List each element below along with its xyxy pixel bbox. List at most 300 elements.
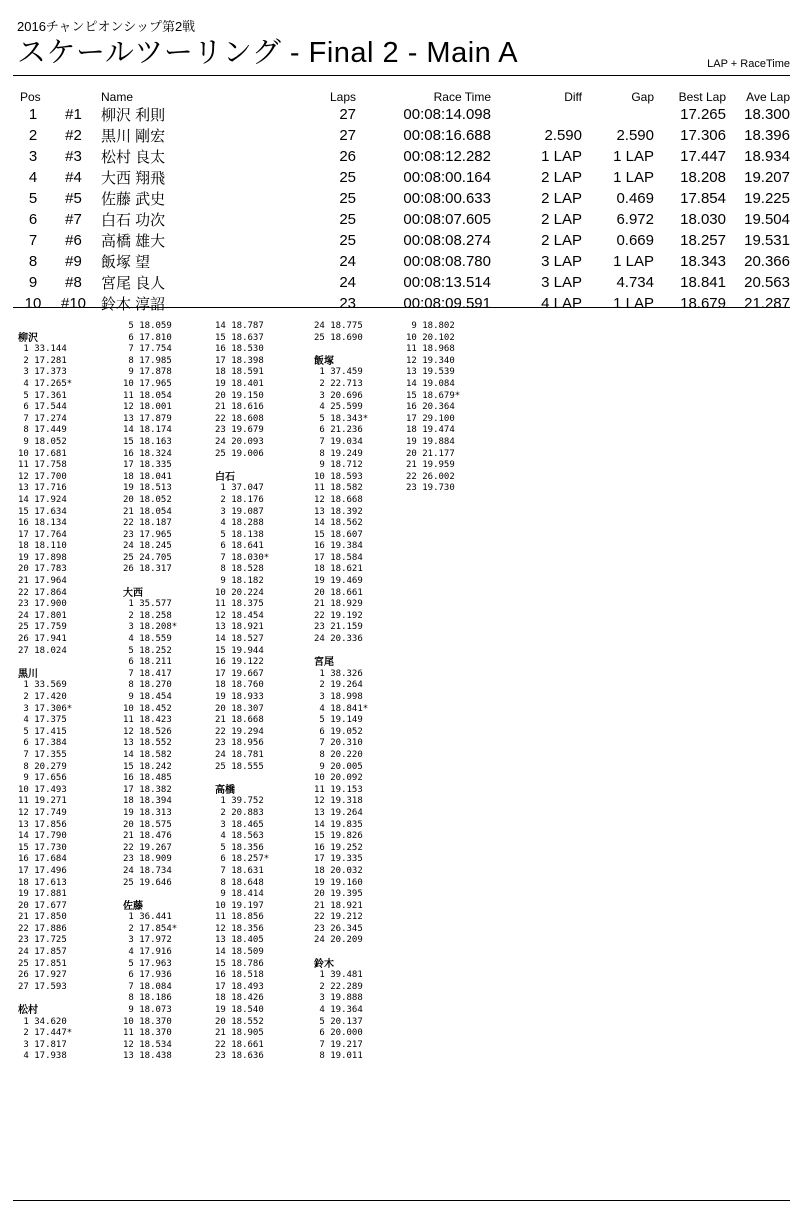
- results-header-row: [20, 90, 790, 104]
- cell-race-time: 00:08:12.282: [403, 148, 491, 165]
- lap-time: 4 17.916: [123, 947, 172, 958]
- lap-time: 13 18.921: [215, 622, 264, 633]
- lap-time: 2 17.854*: [123, 923, 178, 934]
- lap-time: 15 17.730: [18, 842, 67, 853]
- lap-time: 2 22.713: [314, 378, 363, 389]
- lap-time: 9 17.656: [18, 773, 67, 784]
- lap-time: 15 18.786: [215, 958, 264, 969]
- cell-name: 白石 功次: [101, 212, 166, 229]
- col-number: [46, 90, 101, 104]
- lap-time: 8 17.449: [18, 425, 67, 436]
- lap-time: 9 18.712: [314, 460, 363, 471]
- lap-time: 14 18.562: [314, 518, 363, 529]
- lap-time: 7 19.034: [314, 436, 363, 447]
- footer-divider: [13, 1200, 790, 1201]
- cell-number: #8: [65, 274, 82, 291]
- cell-ave-lap: 20.563: [744, 274, 790, 291]
- lap-time: 4 18.563: [215, 831, 264, 842]
- lap-time: 12 18.001: [123, 402, 172, 413]
- lap-time: 8 18.186: [123, 993, 172, 1004]
- lap-time: 17 18.335: [123, 460, 172, 471]
- lap-time: 13 18.392: [314, 506, 363, 517]
- col-name: Name: [101, 90, 134, 104]
- table-row: [20, 188, 790, 209]
- cell-name: 佐藤 武史: [101, 191, 166, 208]
- lap-time: 12 17.700: [18, 471, 67, 482]
- lap-time: 16 18.485: [123, 773, 172, 784]
- driver-heading: 大西: [123, 587, 143, 599]
- lap-column: [406, 321, 526, 495]
- cell-pos: 9: [28, 274, 38, 291]
- section-divider: [13, 307, 790, 308]
- lap-time: 21 18.929: [314, 599, 363, 610]
- lap-time: 23 19.730: [406, 483, 455, 494]
- lap-time: 22 19.294: [215, 726, 264, 737]
- lap-time: 8 18.648: [215, 877, 264, 888]
- lap-time: 11 19.271: [18, 796, 67, 807]
- lap-time: 20 18.661: [314, 587, 363, 598]
- lap-time: 3 18.208*: [123, 622, 178, 633]
- table-row: [20, 167, 790, 188]
- lap-time: 12 19.318: [314, 796, 363, 807]
- lap-time: 17 17.496: [18, 865, 67, 876]
- cell-diff: [491, 104, 582, 125]
- lap-time: 16 18.530: [215, 344, 264, 355]
- lap-time: 13 18.405: [215, 935, 264, 946]
- cell-number: #7: [65, 211, 82, 228]
- lap-time: 16 18.518: [215, 970, 264, 981]
- driver-heading: 白石: [215, 471, 235, 483]
- lap-time: 19 17.881: [18, 889, 67, 900]
- lap-time: 14 17.790: [18, 831, 67, 842]
- results-table: [20, 90, 790, 314]
- lap-time: 5 18.059: [123, 321, 172, 331]
- lap-time: 6 17.544: [18, 402, 67, 413]
- lap-time: 3 20.696: [314, 390, 363, 401]
- lap-time: 27 18.024: [18, 645, 67, 656]
- lap-time: 8 18.270: [123, 680, 172, 691]
- lap-time: 21 18.921: [314, 900, 363, 911]
- lap-time: 17 18.382: [123, 784, 172, 795]
- lap-time: 20 19.150: [215, 390, 264, 401]
- lap-time: 15 18.242: [123, 761, 172, 772]
- lap-time: 1 36.441: [123, 912, 172, 923]
- lap-time: 13 19.539: [406, 367, 455, 378]
- lap-time: 10 17.681: [18, 448, 67, 459]
- cell-gap: 1 LAP: [613, 253, 654, 270]
- lap-time: 14 18.582: [123, 749, 172, 760]
- lap-time: 15 18.637: [215, 332, 264, 343]
- lap-time: 7 18.631: [215, 865, 264, 876]
- lap-time: 6 18.641: [215, 541, 264, 552]
- event-name: 2016チャンピオンシップ第2戦: [17, 19, 196, 34]
- lap-time: 14 18.174: [123, 425, 172, 436]
- col-diff: Diff: [564, 90, 582, 104]
- lap-time: 8 18.528: [215, 564, 264, 575]
- table-row: [20, 146, 790, 167]
- driver-heading: 黒川: [18, 668, 38, 680]
- lap-time: 23 17.725: [18, 935, 67, 946]
- lap-time: 19 18.540: [215, 1005, 264, 1016]
- driver-heading: 宮尾: [314, 657, 334, 669]
- lap-time: 11 18.582: [314, 483, 363, 494]
- lap-time: 26 18.317: [123, 564, 172, 575]
- lap-time: 1 37.459: [314, 367, 363, 378]
- lap-time: 19 18.933: [215, 692, 264, 702]
- lap-time: 11 18.370: [123, 1028, 172, 1039]
- lap-time: 18 19.474: [406, 425, 455, 436]
- lap-time: 4 25.599: [314, 402, 363, 413]
- lap-time: 19 18.401: [215, 378, 264, 389]
- cell-number: #5: [65, 190, 82, 207]
- cell-best-lap: 17.447: [680, 148, 726, 165]
- lap-time: 3 17.373: [18, 367, 67, 378]
- lap-time: 20 18.307: [215, 703, 264, 714]
- lap-time: 18 18.426: [215, 993, 264, 1004]
- cell-gap: [582, 104, 654, 125]
- lap-time: 21 19.959: [406, 460, 455, 471]
- lap-time: 7 18.417: [123, 668, 172, 679]
- lap-time: 3 17.817: [18, 1039, 67, 1050]
- cell-race-time: 00:08:13.514: [403, 274, 491, 291]
- cell-pos: 7: [28, 232, 38, 249]
- cell-pos: 5: [28, 190, 38, 207]
- cell-laps: 27: [339, 106, 356, 123]
- cell-gap: 1 LAP: [613, 148, 654, 165]
- table-row: [20, 209, 790, 230]
- lap-time: 10 19.197: [215, 900, 264, 911]
- lap-time: 21 18.905: [215, 1028, 264, 1039]
- lap-time: 8 20.220: [314, 749, 363, 760]
- lap-time: 21 17.964: [18, 576, 67, 587]
- table-row: [20, 104, 790, 125]
- driver-heading: 鈴木: [314, 958, 334, 970]
- lap-time: 19 18.313: [123, 807, 172, 818]
- lap-time: 22 26.002: [406, 471, 455, 482]
- lap-time: 24 20.093: [215, 436, 264, 447]
- lap-time: 11 18.968: [406, 344, 455, 355]
- lap-time: 3 19.087: [215, 506, 264, 517]
- lap-time: 15 19.826: [314, 831, 363, 842]
- cell-name: 大西 翔飛: [101, 170, 166, 187]
- lap-time: 10 18.593: [314, 471, 363, 482]
- lap-time: 22 19.192: [314, 610, 363, 621]
- lap-time: 20 17.677: [18, 900, 67, 911]
- cell-name: 黒川 剛宏: [101, 128, 166, 145]
- cell-ave-lap: 19.207: [744, 169, 790, 186]
- cell-best-lap: 17.265: [680, 106, 726, 123]
- blank-line: [18, 657, 138, 669]
- cell-ave-lap: 19.504: [744, 211, 790, 228]
- cell-gap: 0.469: [616, 190, 654, 207]
- lap-time: 11 18.054: [123, 390, 172, 401]
- lap-time: 25 18.690: [314, 332, 363, 343]
- lap-time: 1 34.620: [18, 1016, 67, 1027]
- lap-time: 3 18.998: [314, 692, 363, 702]
- lap-time: 22 18.661: [215, 1039, 264, 1050]
- lap-time: 18 20.032: [314, 865, 363, 876]
- lap-time: 17 29.100: [406, 413, 455, 424]
- lap-time: 23 17.965: [123, 529, 172, 540]
- cell-laps: 24: [339, 274, 356, 291]
- lap-time: 20 18.575: [123, 819, 172, 830]
- lap-time: 4 17.265*: [18, 378, 73, 389]
- col-best-lap: Best Lap: [678, 90, 726, 104]
- lap-time: 26 17.941: [18, 634, 67, 645]
- cell-number: #1: [65, 106, 82, 123]
- cell-gap: 4.734: [616, 274, 654, 291]
- lap-time: 6 21.236: [314, 425, 363, 436]
- lap-time: 9 18.802: [406, 321, 455, 331]
- lap-time: 17 18.398: [215, 355, 264, 366]
- lap-time: 24 18.781: [215, 749, 264, 760]
- cell-name: 柳沢 利則: [101, 107, 166, 124]
- lap-time: 8 20.279: [18, 761, 67, 772]
- lap-time: 19 17.898: [18, 552, 67, 563]
- lap-time: 10 20.224: [215, 587, 264, 598]
- driver-heading: 柳沢: [18, 332, 38, 344]
- cell-gap: 6.972: [616, 211, 654, 228]
- cell-number: #6: [65, 232, 82, 249]
- cell-gap: 0.669: [616, 232, 654, 249]
- cell-diff: 2.590: [544, 127, 582, 144]
- lap-time: 5 18.356: [215, 842, 264, 853]
- lap-time: 6 18.257*: [215, 854, 270, 865]
- cell-laps: 25: [339, 190, 356, 207]
- lap-time: 16 20.364: [406, 402, 455, 413]
- lap-time: 22 19.212: [314, 912, 363, 923]
- cell-best-lap: 18.208: [680, 169, 726, 186]
- cell-race-time: 00:08:00.164: [403, 169, 491, 186]
- lap-time: 2 17.447*: [18, 1028, 73, 1039]
- lap-time: 5 18.252: [123, 645, 172, 656]
- lap-time: 2 18.258: [123, 610, 172, 621]
- lap-time: 12 18.526: [123, 726, 172, 737]
- lap-time: 1 39.752: [215, 796, 264, 807]
- lap-time: 21 18.668: [215, 715, 264, 726]
- lap-time: 9 20.005: [314, 761, 363, 772]
- lap-time: 14 19.835: [314, 819, 363, 830]
- cell-laps: 27: [339, 127, 356, 144]
- cell-pos: 3: [28, 148, 38, 165]
- cell-best-lap: 18.030: [680, 211, 726, 228]
- lap-time: 16 18.134: [18, 518, 67, 529]
- lap-time: 7 17.355: [18, 749, 67, 760]
- cell-race-time: 00:08:09.591: [403, 295, 491, 312]
- lap-time: 18 18.621: [314, 564, 363, 575]
- cell-ave-lap: 18.396: [744, 127, 790, 144]
- cell-diff: 2 LAP: [541, 211, 582, 228]
- lap-time: 15 19.944: [215, 645, 264, 656]
- cell-race-time: 00:08:07.605: [403, 211, 491, 228]
- lap-time: 17 19.667: [215, 668, 264, 679]
- lap-time: 12 17.749: [18, 807, 67, 818]
- table-row: [20, 293, 790, 314]
- lap-time: 8 19.249: [314, 448, 363, 459]
- lap-time: 25 24.705: [123, 552, 172, 563]
- cell-gap: 2.590: [616, 127, 654, 144]
- lap-time: 9 17.878: [123, 367, 172, 378]
- blank-line: [18, 321, 138, 333]
- lap-time: 24 18.245: [123, 541, 172, 552]
- lap-time: 9 18.414: [215, 889, 264, 900]
- lap-time: 2 20.883: [215, 807, 264, 818]
- lap-time: 19 19.469: [314, 576, 363, 587]
- blank-line: [18, 993, 138, 1005]
- lap-time: 11 18.423: [123, 715, 172, 726]
- lap-time: 10 17.493: [18, 784, 67, 795]
- race-title: スケールツーリング - Final 2 - Main A: [17, 37, 519, 69]
- lap-time: 12 18.668: [314, 494, 363, 505]
- cell-pos: 4: [28, 169, 38, 186]
- lap-time: 15 18.607: [314, 529, 363, 540]
- cell-pos: 10: [24, 295, 42, 312]
- cell-diff: 3 LAP: [541, 274, 582, 291]
- lap-time: 16 17.684: [18, 854, 67, 865]
- lap-time: 2 17.420: [18, 692, 67, 702]
- lap-time: 12 19.340: [406, 355, 455, 366]
- lap-time: 17 18.493: [215, 981, 264, 992]
- header-divider: [13, 75, 790, 76]
- lap-time: 13 17.856: [18, 819, 67, 830]
- lap-time: 23 17.900: [18, 599, 67, 610]
- lap-time: 16 18.324: [123, 448, 172, 459]
- cell-gap: 1 LAP: [613, 295, 654, 312]
- lap-time: 6 17.810: [123, 332, 172, 343]
- lap-time: 21 18.054: [123, 506, 172, 517]
- cell-best-lap: 18.841: [680, 274, 726, 291]
- lap-time: 2 22.289: [314, 981, 363, 992]
- cell-laps: 26: [339, 148, 356, 165]
- lap-time: 20 18.052: [123, 494, 172, 505]
- lap-time: 18 18.041: [123, 471, 172, 482]
- col-pos: Pos: [20, 90, 41, 104]
- lap-time: 12 18.454: [215, 610, 264, 621]
- lap-time: 6 18.211: [123, 657, 172, 668]
- lap-time: 6 19.052: [314, 726, 363, 737]
- lap-time: 23 19.679: [215, 425, 264, 436]
- lap-time: 1 35.577: [123, 599, 172, 610]
- lap-time: 18 18.110: [18, 541, 67, 552]
- cell-gap: 1 LAP: [613, 169, 654, 186]
- lap-time: 5 18.138: [215, 529, 264, 540]
- lap-time: 24 17.857: [18, 947, 67, 958]
- lap-time: 23 18.909: [123, 854, 172, 865]
- lap-time: 19 18.513: [123, 483, 172, 494]
- col-ave-lap: Ave Lap: [746, 90, 790, 104]
- cell-race-time: 00:08:08.274: [403, 232, 491, 249]
- lap-time: 2 19.264: [314, 680, 363, 691]
- lap-time: 5 20.137: [314, 1016, 363, 1027]
- lap-time: 3 19.888: [314, 993, 363, 1004]
- lap-time: 9 18.073: [123, 1005, 172, 1016]
- lap-time: 10 20.102: [406, 332, 455, 343]
- lap-time: 5 17.415: [18, 726, 67, 737]
- lap-time: 7 20.310: [314, 738, 363, 749]
- lap-time: 15 18.679*: [406, 390, 461, 401]
- lap-time: 1 33.569: [18, 680, 67, 691]
- cell-laps: 25: [339, 211, 356, 228]
- cell-laps: 23: [339, 295, 356, 312]
- lap-time: 20 18.552: [215, 1016, 264, 1027]
- lap-time: 23 26.345: [314, 923, 363, 934]
- lap-time: 5 19.149: [314, 715, 363, 726]
- lap-time: 24 20.209: [314, 935, 363, 946]
- lap-time: 7 17.754: [123, 344, 172, 355]
- lap-time: 16 19.122: [215, 657, 264, 668]
- cell-best-lap: 18.257: [680, 232, 726, 249]
- lap-time: 13 18.552: [123, 738, 172, 749]
- lap-time: 14 19.084: [406, 378, 455, 389]
- lap-time: 3 17.306*: [18, 703, 73, 714]
- lap-time: 18 17.613: [18, 877, 67, 888]
- lap-time: 5 17.361: [18, 390, 67, 401]
- lap-time: 2 18.176: [215, 494, 264, 505]
- cell-diff: 2 LAP: [541, 190, 582, 207]
- lap-time: 9 18.454: [123, 692, 172, 702]
- cell-race-time: 00:08:14.098: [403, 106, 491, 123]
- lap-time: 13 17.879: [123, 413, 172, 424]
- lap-time: 23 18.636: [215, 1051, 264, 1062]
- cell-diff: 3 LAP: [541, 253, 582, 270]
- cell-number: #4: [65, 169, 82, 186]
- lap-time: 2 17.281: [18, 355, 67, 366]
- lap-time: 18 18.591: [215, 367, 264, 378]
- lap-time: 7 18.084: [123, 981, 172, 992]
- lap-time: 1 33.144: [18, 344, 67, 355]
- lap-time: 22 19.267: [123, 842, 172, 853]
- lap-time: 10 20.092: [314, 773, 363, 784]
- lap-time: 12 18.534: [123, 1039, 172, 1050]
- cell-number: #9: [65, 253, 82, 270]
- lap-time: 11 19.153: [314, 784, 363, 795]
- lap-time: 25 19.006: [215, 448, 264, 459]
- lap-time: 16 19.384: [314, 541, 363, 552]
- cell-ave-lap: 20.366: [744, 253, 790, 270]
- lap-time: 1 39.481: [314, 970, 363, 981]
- cell-laps: 25: [339, 169, 356, 186]
- timing-mode: LAP + RaceTime: [707, 58, 790, 70]
- lap-time: 13 18.438: [123, 1051, 172, 1062]
- lap-time: 27 17.593: [18, 981, 67, 992]
- cell-name: 宮尾 良人: [101, 275, 166, 292]
- lap-time: 7 17.274: [18, 413, 67, 424]
- cell-laps: 24: [339, 253, 356, 270]
- lap-time: 3 18.465: [215, 819, 264, 830]
- lap-time: 24 20.336: [314, 634, 363, 645]
- cell-diff: 4 LAP: [541, 295, 582, 312]
- lap-time: 8 19.011: [314, 1051, 363, 1062]
- lap-time: 12 18.356: [215, 923, 264, 934]
- lap-time: 4 17.938: [18, 1051, 67, 1062]
- cell-ave-lap: 18.300: [744, 106, 790, 123]
- cell-best-lap: 18.679: [680, 295, 726, 312]
- lap-time: 1 37.047: [215, 483, 264, 494]
- lap-time: 10 17.965: [123, 378, 172, 389]
- lap-time: 15 18.163: [123, 436, 172, 447]
- blank-line: [314, 947, 434, 959]
- lap-time: 17 19.335: [314, 854, 363, 865]
- lap-time: 25 18.555: [215, 761, 264, 772]
- cell-best-lap: 18.343: [680, 253, 726, 270]
- lap-time: 23 21.159: [314, 622, 363, 633]
- lap-time: 17 18.584: [314, 552, 363, 563]
- blank-line: [314, 646, 434, 658]
- cell-race-time: 00:08:00.633: [403, 190, 491, 207]
- lap-time: 13 19.264: [314, 807, 363, 818]
- lap-time: 14 18.787: [215, 321, 264, 331]
- lap-time: 19 19.160: [314, 877, 363, 888]
